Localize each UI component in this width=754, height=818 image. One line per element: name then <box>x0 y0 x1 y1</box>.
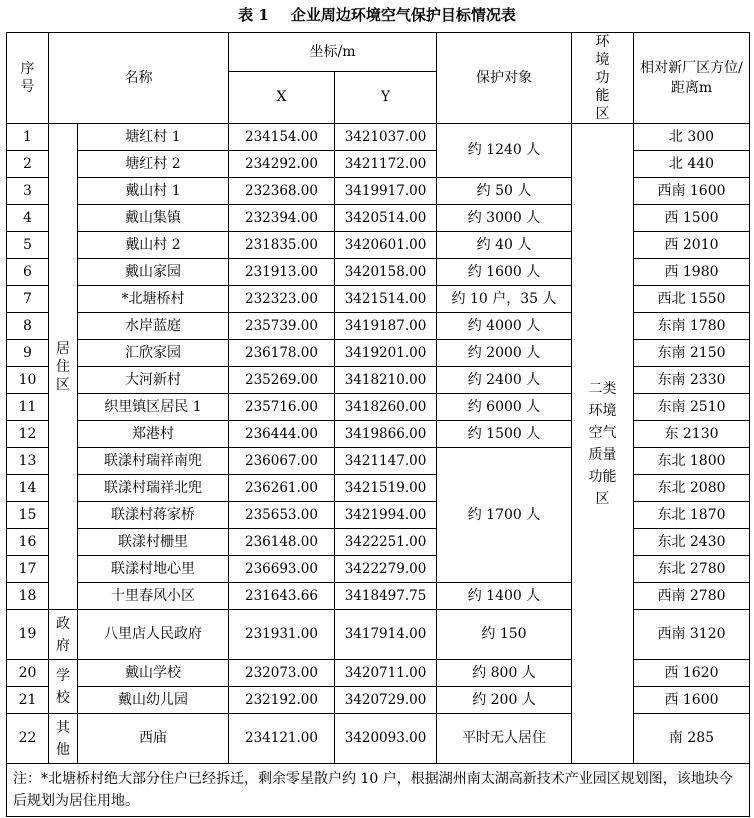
table-title: 企业周边环境空气保护目标情况表 <box>290 6 516 24</box>
table-row <box>7 687 750 714</box>
row-name: 戴山幼儿园 <box>78 687 229 714</box>
table-row <box>7 124 750 151</box>
row-name: 戴山学校 <box>78 660 229 687</box>
row-y: 3421994.00 <box>335 502 437 529</box>
row-direction: 东北 1870 <box>634 502 750 529</box>
row-target: 约 800 人 <box>437 660 572 687</box>
row-x: 232323.00 <box>229 286 335 313</box>
row-target: 约 1500 人 <box>437 421 572 448</box>
header-y: Y <box>335 72 437 124</box>
header-direction: 相对新厂区方位/距离m <box>634 33 750 124</box>
row-direction: 西 1980 <box>634 259 750 286</box>
table-row <box>7 475 750 502</box>
row-direction: 北 440 <box>634 151 750 178</box>
row-x: 236693.00 <box>229 556 335 583</box>
row-name: 大河新村 <box>78 367 229 394</box>
row-name: 联漾村瑞祥北兜 <box>78 475 229 502</box>
row-y: 3419917.00 <box>335 178 437 205</box>
row-direction: 东南 1780 <box>634 313 750 340</box>
row-direction: 西南 3120 <box>634 610 750 660</box>
row-direction: 东 2130 <box>634 421 750 448</box>
row-name: 水岸蓝庭 <box>78 313 229 340</box>
row-name: 织里镇区居民 1 <box>78 394 229 421</box>
header-function-area: 环境功能区 <box>572 33 634 124</box>
row-no: 1 <box>7 124 49 151</box>
row-direction: 东南 2150 <box>634 340 750 367</box>
row-target: 约 1400 人 <box>437 583 572 610</box>
table-row <box>7 259 750 286</box>
row-name: 戴山村 1 <box>78 178 229 205</box>
row-y: 3418497.75 <box>335 583 437 610</box>
row-no: 8 <box>7 313 49 340</box>
header-target: 保护对象 <box>437 33 572 124</box>
header-coord: 坐标/m <box>229 33 437 72</box>
table-row <box>7 448 750 475</box>
row-no: 10 <box>7 367 49 394</box>
row-y: 3422251.00 <box>335 529 437 556</box>
category-government: 政府 <box>49 610 78 660</box>
table-row <box>7 286 750 313</box>
function-area-value: 二类环境空气质量功能区 <box>572 124 634 764</box>
row-name: 联漾村蒋家桥 <box>78 502 229 529</box>
row-no: 4 <box>7 205 49 232</box>
row-no: 3 <box>7 178 49 205</box>
row-x: 231835.00 <box>229 232 335 259</box>
row-direction: 东北 2780 <box>634 556 750 583</box>
row-x: 234121.00 <box>229 714 335 764</box>
row-direction: 东北 2430 <box>634 529 750 556</box>
row-target: 约 40 人 <box>437 232 572 259</box>
row-y: 3421147.00 <box>335 448 437 475</box>
row-no: 19 <box>7 610 49 660</box>
row-no: 12 <box>7 421 49 448</box>
row-target: 约 4000 人 <box>437 313 572 340</box>
row-y: 3417914.00 <box>335 610 437 660</box>
row-name: 十里春风小区 <box>78 583 229 610</box>
table-number: 表 1 <box>238 6 269 24</box>
row-name: *北塘桥村 <box>78 286 229 313</box>
category-residential: 居住区 <box>49 124 78 610</box>
row-no: 6 <box>7 259 49 286</box>
row-target: 约 50 人 <box>437 178 572 205</box>
row-y: 3420601.00 <box>335 232 437 259</box>
header-name: 名称 <box>49 33 229 124</box>
row-no: 5 <box>7 232 49 259</box>
row-no: 17 <box>7 556 49 583</box>
protection-targets-table <box>6 32 750 817</box>
table-row <box>7 178 750 205</box>
row-y: 3419201.00 <box>335 340 437 367</box>
header-seq: 序号 <box>7 33 49 124</box>
row-direction: 西南 2780 <box>634 583 750 610</box>
table-row <box>7 556 750 583</box>
row-target: 约 2000 人 <box>437 340 572 367</box>
row-x: 236067.00 <box>229 448 335 475</box>
table-row <box>7 583 750 610</box>
row-no: 21 <box>7 687 49 714</box>
row-direction: 北 300 <box>634 124 750 151</box>
row-name: 八里店人民政府 <box>78 610 229 660</box>
row-x: 232192.00 <box>229 687 335 714</box>
table-row <box>7 502 750 529</box>
row-no: 22 <box>7 714 49 764</box>
row-y: 3420711.00 <box>335 660 437 687</box>
row-direction: 东南 2510 <box>634 394 750 421</box>
row-no: 20 <box>7 660 49 687</box>
row-x: 235269.00 <box>229 367 335 394</box>
row-x: 232073.00 <box>229 660 335 687</box>
table-row <box>7 313 750 340</box>
row-no: 9 <box>7 340 49 367</box>
row-direction: 西 1620 <box>634 660 750 687</box>
row-y: 3420514.00 <box>335 205 437 232</box>
row-direction: 南 285 <box>634 714 750 764</box>
row-x: 234292.00 <box>229 151 335 178</box>
row-y: 3421037.00 <box>335 124 437 151</box>
row-no: 2 <box>7 151 49 178</box>
row-direction: 东南 2330 <box>634 367 750 394</box>
row-y: 3420093.00 <box>335 714 437 764</box>
row-y: 3419866.00 <box>335 421 437 448</box>
row-y: 3420729.00 <box>335 687 437 714</box>
row-x: 231643.66 <box>229 583 335 610</box>
row-y: 3418210.00 <box>335 367 437 394</box>
row-no: 18 <box>7 583 49 610</box>
row-x: 234154.00 <box>229 124 335 151</box>
row-direction: 西北 1550 <box>634 286 750 313</box>
row-y: 3421519.00 <box>335 475 437 502</box>
table-row <box>7 529 750 556</box>
row-y: 3420158.00 <box>335 259 437 286</box>
row-name: 戴山村 2 <box>78 232 229 259</box>
row-target: 约 1700 人 <box>437 448 572 583</box>
row-no: 13 <box>7 448 49 475</box>
row-direction: 西南 1600 <box>634 178 750 205</box>
row-name: 西庙 <box>78 714 229 764</box>
row-no: 15 <box>7 502 49 529</box>
row-no: 16 <box>7 529 49 556</box>
table-row <box>7 340 750 367</box>
row-direction: 东北 1800 <box>634 448 750 475</box>
row-name: 联漾村栅里 <box>78 529 229 556</box>
row-x: 235739.00 <box>229 313 335 340</box>
row-x: 236178.00 <box>229 340 335 367</box>
table-row <box>7 394 750 421</box>
row-name: 联漾村地心里 <box>78 556 229 583</box>
row-name: 戴山集镇 <box>78 205 229 232</box>
table-row <box>7 367 750 394</box>
row-y: 3419187.00 <box>335 313 437 340</box>
category-school: 学校 <box>49 660 78 714</box>
header-x: X <box>229 72 335 124</box>
row-target: 约 3000 人 <box>437 205 572 232</box>
row-name: 塘红村 1 <box>78 124 229 151</box>
row-name: 汇欣家园 <box>78 340 229 367</box>
row-x: 232368.00 <box>229 178 335 205</box>
table-note: 注：*北塘桥村绝大部分住户已经拆迁，剩余零星散户约 10 户，根据湖州南太湖高新技术产业园区规划图，该地块今后规划为居住用地。 <box>7 764 750 817</box>
row-x: 236261.00 <box>229 475 335 502</box>
row-target: 约 10 户，35 人 <box>437 286 572 313</box>
row-name: 戴山家园 <box>78 259 229 286</box>
row-x: 231913.00 <box>229 259 335 286</box>
row-target: 约 6000 人 <box>437 394 572 421</box>
table-row <box>7 151 750 178</box>
row-direction: 西 1500 <box>634 205 750 232</box>
table-row <box>7 421 750 448</box>
row-target: 约 2400 人 <box>437 367 572 394</box>
row-direction: 西 2010 <box>634 232 750 259</box>
table-row <box>7 714 750 764</box>
table-row <box>7 610 750 660</box>
row-target: 约 200 人 <box>437 687 572 714</box>
row-y: 3418260.00 <box>335 394 437 421</box>
row-y: 3422279.00 <box>335 556 437 583</box>
category-other: 其他 <box>49 714 78 764</box>
table-caption <box>0 2 754 28</box>
row-target: 约 1240 人 <box>437 124 572 178</box>
row-target: 约 1600 人 <box>437 259 572 286</box>
table-row <box>7 232 750 259</box>
row-no: 14 <box>7 475 49 502</box>
row-y: 3421172.00 <box>335 151 437 178</box>
row-direction: 东北 2080 <box>634 475 750 502</box>
row-x: 236148.00 <box>229 529 335 556</box>
row-name: 郑港村 <box>78 421 229 448</box>
row-x: 236444.00 <box>229 421 335 448</box>
row-x: 231931.00 <box>229 610 335 660</box>
row-no: 11 <box>7 394 49 421</box>
row-x: 232394.00 <box>229 205 335 232</box>
table-row <box>7 660 750 687</box>
row-target: 平时无人居住 <box>437 714 572 764</box>
row-direction: 西 1600 <box>634 687 750 714</box>
row-target: 约 150 <box>437 610 572 660</box>
row-name: 联漾村瑞祥南兜 <box>78 448 229 475</box>
row-name: 塘红村 2 <box>78 151 229 178</box>
row-no: 7 <box>7 286 49 313</box>
row-x: 235716.00 <box>229 394 335 421</box>
row-x: 235653.00 <box>229 502 335 529</box>
row-y: 3421514.00 <box>335 286 437 313</box>
table-row <box>7 205 750 232</box>
